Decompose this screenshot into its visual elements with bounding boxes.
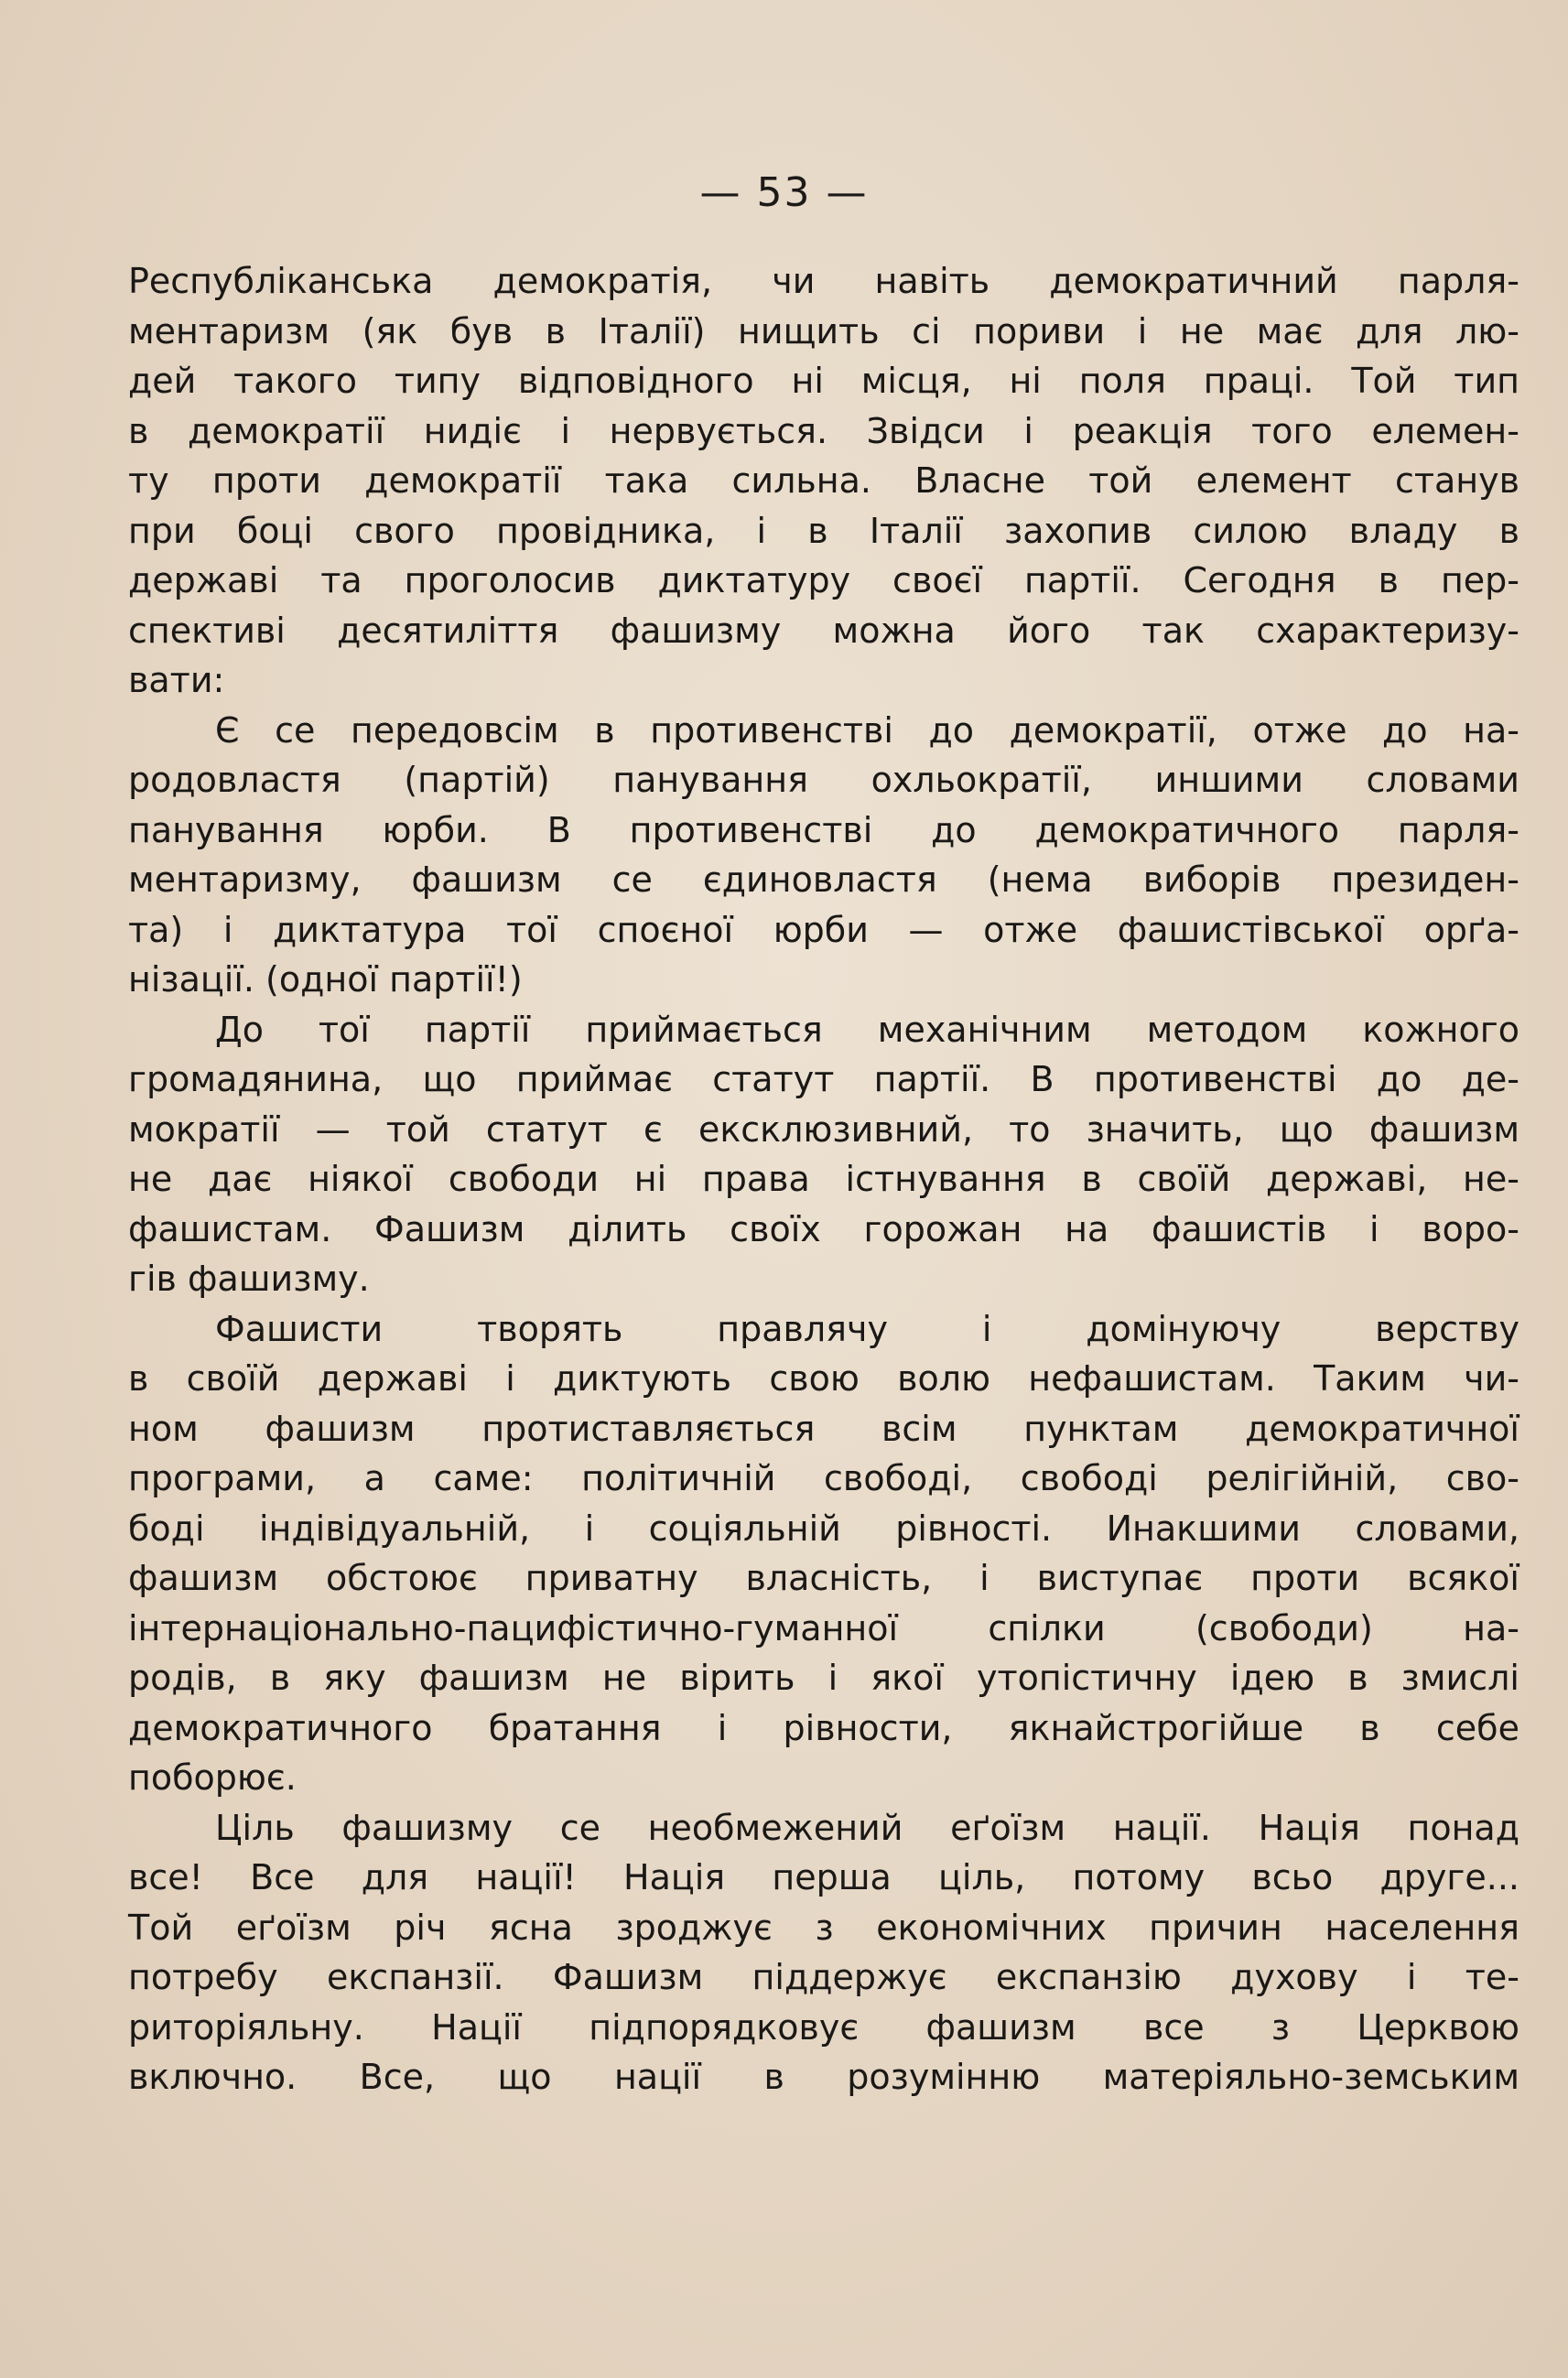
text-line: Республіканська демократія, чи навіть демократичний парля- — [128, 261, 1519, 301]
paragraph-2 — [128, 706, 1519, 1005]
text-line: в своїй державі і диктують свою волю нефашистам. Таким чи- — [128, 1358, 1519, 1399]
text-line: Той еґоїзм річ ясна зроджує з економічних причин населення — [128, 1907, 1519, 1948]
text-line: спективі десятиліття фашизму можна його так схарактеризу- — [128, 610, 1519, 651]
paragraph-3 — [128, 1005, 1519, 1304]
text-line: ментаризму, фашизм се єдиновластя (нема виборів президен- — [128, 859, 1519, 900]
text-line: Ціль фашизму се необмежений еґоїзм нації. Нація понад — [215, 1807, 1519, 1848]
text-line: гів фашизму. — [128, 1259, 370, 1299]
text-line: Фашисти творять правлячу і домінуючу верству — [215, 1308, 1519, 1349]
text-line: програми, а саме: політичній свободі, свободі релігійній, сво- — [128, 1458, 1519, 1498]
text-line: Є се передовсім в противенстві до демократії, отже до на- — [215, 709, 1519, 751]
text-line: в демократії нидіє і нервується. Звідси і реакція того елемен- — [128, 410, 1519, 451]
text-line: вати: — [128, 660, 225, 700]
text-line: панування юрби. В противенстві до демократичного парля- — [128, 809, 1519, 850]
text-line: громадянина, що приймає статут партії. В противенстві до де- — [128, 1059, 1519, 1099]
text-line: дей такого типу відповідного ні місця, ні поля праці. Той тип — [128, 361, 1519, 401]
text-line: поборює. — [128, 1757, 297, 1798]
paragraph-4 — [128, 1304, 1519, 1803]
text-line: фашизм обстоює приватну власність, і виступає проти всякої — [128, 1558, 1519, 1598]
text-line: До тої партії приймається механічним методом кожного — [215, 1009, 1519, 1050]
text-line: боді індівідуальній, і соціяльній рівності. Инакшими словами, — [128, 1508, 1519, 1549]
text-line: нізації. (одної партії!) — [128, 959, 523, 1000]
text-line: потребу експанзії. Фашизм піддержує експанзію духову і те- — [128, 1957, 1519, 1997]
text-line: демократичного братання і рівности, якнайстрогійше в себе — [128, 1707, 1519, 1748]
text-line: родів, в яку фашизм не вірить і якої утопістичну ідею в змислі — [128, 1658, 1519, 1698]
text-line: не дає ніякої свободи ні права істнування в своїй державі, не- — [128, 1159, 1519, 1199]
text-line: все! Все для нації! Нація перша ціль, потому всьо друге... — [128, 1857, 1519, 1897]
text-line: державі та проголосив диктатуру своєї партії. Сегодня в пер- — [128, 560, 1519, 600]
paragraph-1 — [128, 256, 1519, 706]
paragraph-5 — [128, 1803, 1519, 2102]
text-line: інтернаціонально-пацифістично-гуманної спілки (свободи) на- — [128, 1607, 1519, 1648]
text-line: ментаризм (як був в Італії) нищить сі пориви і не має для лю- — [128, 310, 1519, 351]
page-number: — 53 — — [699, 169, 869, 216]
text-line: ту проти демократії така сильна. Власне той елемент станув — [128, 460, 1519, 501]
text-line: риторіяльну. Нації підпорядковує фашизм все з Церквою — [128, 2006, 1519, 2048]
body-text — [128, 256, 1519, 2102]
text-line: ном фашизм протиставляється всім пунктам демократичної — [128, 1408, 1519, 1449]
text-line: родовластя (партій) панування охльократії, иншими словами — [128, 760, 1519, 800]
text-line: мократії — той статут є ексклюзивний, то значить, що фашизм — [128, 1108, 1519, 1150]
text-line: при боці свого провідника, і в Італії захопив силою владу в — [128, 510, 1519, 551]
text-line: та) і диктатура тої споєної юрби — отже фашистівської орґа- — [128, 909, 1519, 950]
text-line: включно. Все, що нації в розумінню матеріяльно-земським — [128, 2057, 1519, 2097]
text-line: фашистам. Фашизм ділить своїх горожан на фашистів і воро- — [128, 1208, 1519, 1249]
